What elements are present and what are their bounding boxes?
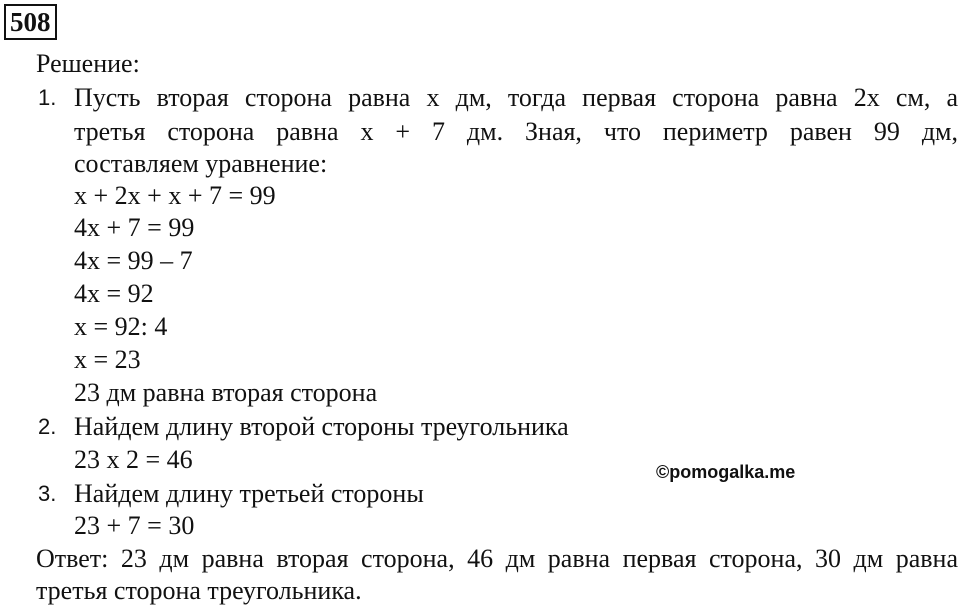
step-1-line-1: Пусть вторая сторона равна х дм, тогда первая сторона равна 2х см, а <box>74 83 958 112</box>
step-2-line-1: Найдем длину второй стороны треугольника <box>74 412 569 441</box>
equation-line: 4х = 99 – 7 <box>74 246 193 275</box>
problem-number: 508 <box>4 4 57 40</box>
step-3-number: 3. <box>38 481 57 506</box>
step-1-result: 23 дм равна вторая сторона <box>74 378 378 407</box>
step-1-line-2: третья сторона равна х + 7 дм. Зная, что периметр равен 99 дм, <box>74 117 958 146</box>
answer-line-1: Ответ: 23 дм равна вторая сторона, 46 дм равна первая сторона, 30 дм равна <box>36 544 958 573</box>
equation-line: х = 23 <box>74 345 141 374</box>
equation-line: х = 92: 4 <box>74 312 168 341</box>
solution-heading: Решение: <box>36 49 140 78</box>
step-1-number: 1. <box>38 85 57 110</box>
equation-line: 4х = 92 <box>74 279 154 308</box>
step-2-number: 2. <box>38 414 57 439</box>
watermark: ©pomogalka.me <box>656 462 796 482</box>
step-2-line-2: 23 х 2 = 46 <box>74 445 193 474</box>
equation-line: 4х + 7 = 99 <box>74 213 195 242</box>
step-1-line-3: составляем уравнение: <box>74 149 328 178</box>
step-3-line-1: Найдем длину третьей стороны <box>74 479 424 508</box>
equation-line: х + 2х + х + 7 = 99 <box>74 181 276 210</box>
answer-line-2: третья сторона треугольника. <box>36 576 362 605</box>
step-3-line-2: 23 + 7 = 30 <box>74 511 195 540</box>
